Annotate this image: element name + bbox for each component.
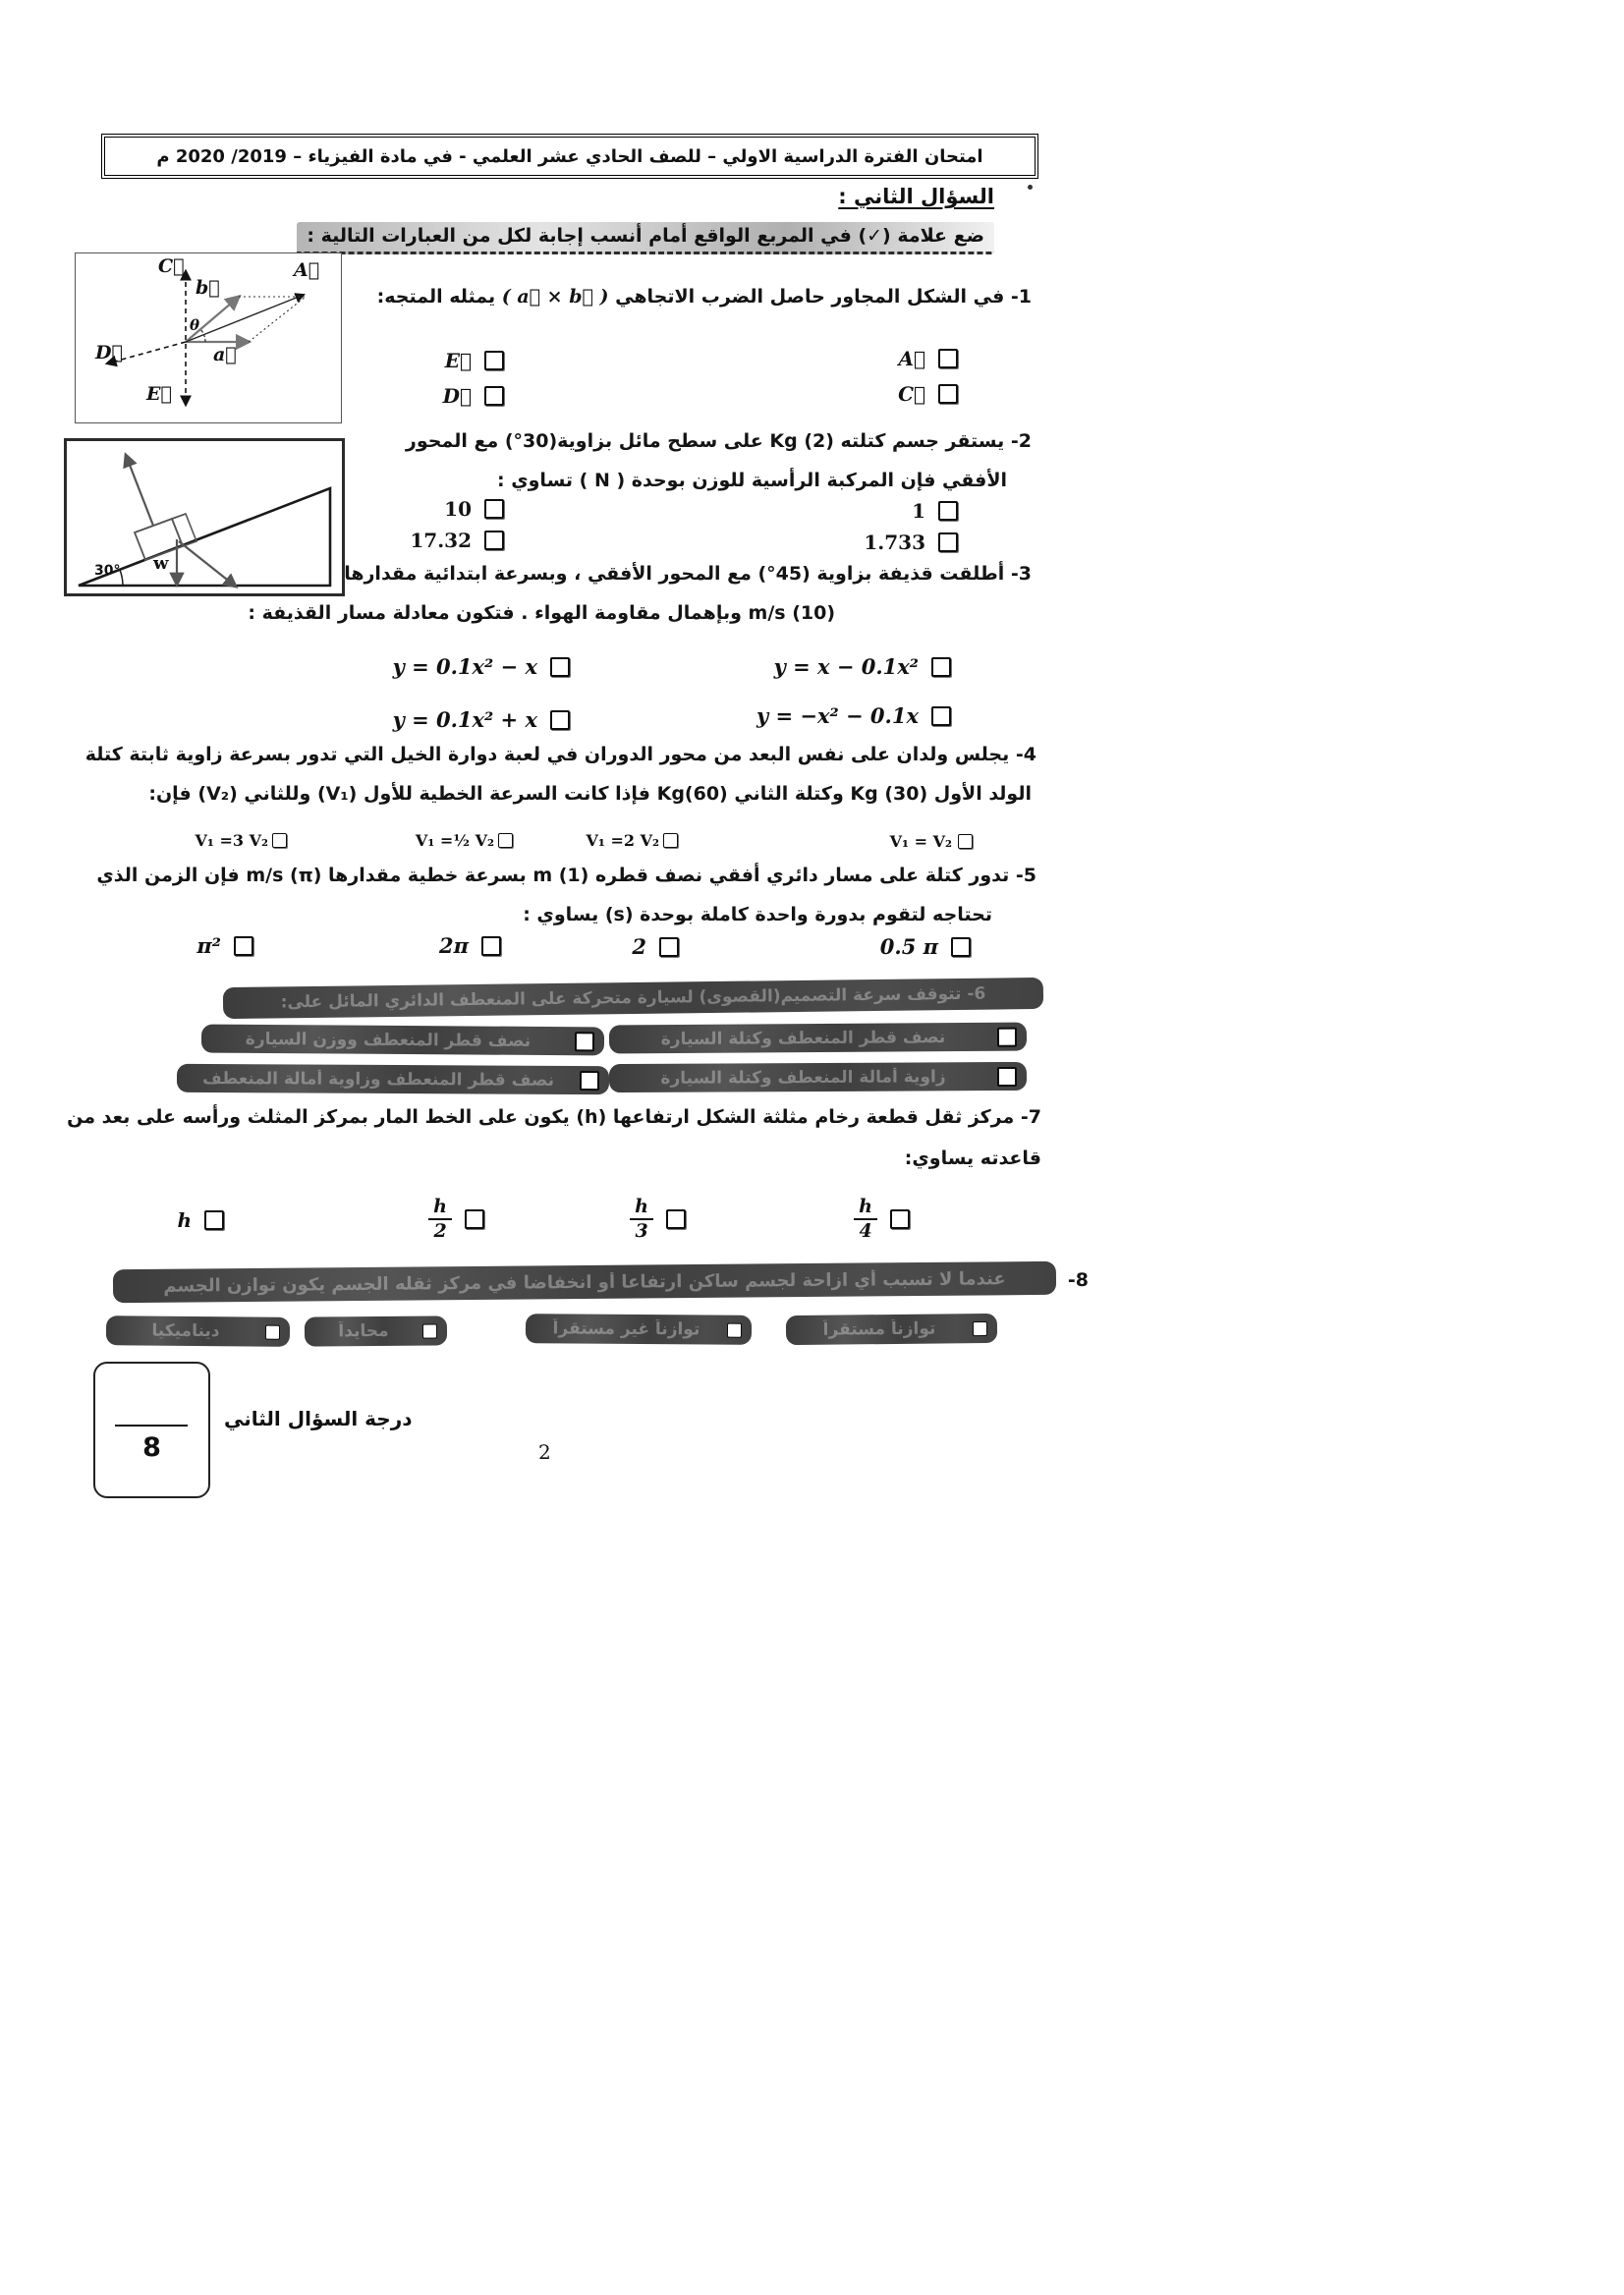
q8-option-2-redacted [526,1314,752,1345]
q3-option-3-label: y = 0.1x² − x [392,654,537,679]
q1-option-A-checkbox[interactable] [938,349,958,368]
incline-figure [64,438,345,596]
q1-option-A [898,347,958,370]
q5-option-2pi [439,933,501,958]
score-label: درجة السؤال الثاني [224,1407,413,1430]
q4-option-3v2 [195,831,287,850]
q3-option-2 [756,703,951,728]
q1-text-suffix: يمثله المتجه: [376,286,502,308]
q7-option-h2 [428,1197,484,1243]
score-value: 8 [142,1432,161,1463]
q6-option-4-redacted [177,1064,609,1094]
q8-option-4-label: ديناميكيا [151,1320,220,1342]
q6-option-3-checkbox[interactable] [997,1066,1017,1086]
vector-label-b: b⃗ [196,277,220,299]
q8-option-3-redacted [305,1315,447,1346]
q4-option-v2-label: V₁ = V₂ [889,832,952,851]
q3-option-1 [774,654,951,679]
q6-option-1-checkbox[interactable] [997,1027,1017,1046]
vector-figure [75,252,342,423]
q8-option-2-label: توازناً غير مستقراً [552,1318,700,1340]
q5-option-pisq-label: π² [196,933,221,958]
q6-option-4-label: نصف قطر المنعطف وزاوية أمالة المنعطف [201,1068,555,1091]
q7-option-h4-checkbox[interactable] [890,1209,910,1229]
q7-line2: قاعدته يساوي: [904,1148,1041,1169]
q2-line2: الأفقي فإن المركبة الرأسية للوزن بوحدة ( N ) تساوي : [497,470,1007,491]
q7-line1: 7- مركز ثقل قطعة رخام مثلثة الشكل ارتفاعها (h) يكون على الخط المار بمركز المثلث ورأسه على بعد من [67,1106,1041,1128]
q3-option-4-checkbox[interactable] [550,710,570,730]
q5-option-2-checkbox[interactable] [659,937,679,957]
score-box [93,1362,210,1498]
header-box [101,134,1038,179]
q1-option-D-checkbox[interactable] [484,386,504,406]
q4-option-2v2-label: V₁ =2 V₂ [586,831,659,850]
q6-option-2-checkbox[interactable] [575,1032,594,1051]
q5-option-05pi-checkbox[interactable] [951,937,971,957]
q4-option-v2-checkbox[interactable] [958,834,973,849]
q7-option-h3-checkbox[interactable] [666,1209,686,1229]
q6-option-4-checkbox[interactable] [580,1070,599,1090]
q5-option-05pi [880,934,971,959]
vector-label-theta: θ [190,316,200,334]
q2-line1: 2- يستقر جسم كتلته Kg (2) على سطح مائل بزاوية(30°) مع المحور [405,430,1032,452]
q1-option-E-label: E⃗ [444,349,472,372]
q7-option-h2-checkbox[interactable] [465,1209,484,1229]
incline-angle-label: 30° [94,563,121,579]
q2-option-10-label: 10 [444,497,472,521]
q2-option-1733 [864,531,958,554]
q5-option-pisq-checkbox[interactable] [234,936,253,956]
q4-option-v2 [890,832,973,851]
q5-option-2 [632,934,679,959]
q7-option-h4-den: 4 [854,1218,876,1243]
q8-title-redacted [113,1261,1056,1303]
vector-label-a: a⃗ [213,344,237,365]
q7-option-h4-num: h [859,1196,872,1217]
q8-title-text: عندما لا تسبب أي ازاحة لجسم ساكن ارتفاعا أو انخفاضا في مركز ثقله الجسم يكون توازن الجسم [163,1267,1006,1297]
q6-option-1-redacted [609,1023,1027,1054]
q8-option-1-checkbox[interactable] [973,1320,987,1335]
q2-option-1 [912,499,958,523]
q2-option-1-label: 1 [912,499,925,523]
q4-option-3v2-label: V₁ =3 V₂ [195,831,268,850]
q2-option-1733-label: 1.733 [864,531,925,554]
q2-option-1732-label: 17.32 [410,529,472,552]
q4-option-2v2-checkbox[interactable] [663,833,678,848]
q1-option-C [898,382,958,406]
q4-option-2v2 [586,831,678,850]
q8-option-3-checkbox[interactable] [422,1323,437,1338]
exam-title: امتحان الفترة الدراسية الاولي – للصف الحادي عشر العلمي - في مادة الفيزياء – 2019/ 2020 م [156,145,983,167]
q6-title-text: 6- تتوقف سرعة التصميم(القصوى) لسيارة متحركة على المنعطف الدائري المائل على: [280,983,986,1013]
q7-option-h2-num: h [433,1196,447,1217]
q1-text [377,286,1032,308]
q8-option-4-checkbox[interactable] [265,1324,280,1339]
q5-line2: تحتاجه لتقوم بدورة واحدة كاملة بوحدة (s) يساوي : [523,904,992,925]
q7-option-h3-label [630,1197,653,1243]
q7-option-h3-den: 3 [630,1218,652,1243]
q1-option-E-checkbox[interactable] [484,351,504,370]
q7-option-h3 [630,1197,686,1243]
q5-option-05pi-label: 0.5 π [879,934,938,959]
q1-option-C-label: C⃗ [898,382,925,406]
q1-option-E [445,349,504,372]
q5-line1: 5- تدور كتلة على مسار دائري أفقي نصف قطره m (1) بسرعة خطية مقدارها m/s (π) فإن الزمن الذي [96,865,1036,886]
q8-option-1-label: توازناً مستقراً [822,1318,936,1340]
q5-option-pisq [196,933,253,958]
q6-title-redacted [223,978,1043,1019]
q2-option-1-checkbox[interactable] [938,501,958,521]
q2-option-10-checkbox[interactable] [484,499,504,519]
q3-option-2-checkbox[interactable] [931,706,951,726]
q2-option-1732 [410,529,504,552]
q3-option-4 [393,707,570,732]
q6-option-3-redacted [609,1062,1027,1092]
q3-option-1-label: y = x − 0.1x² [773,654,919,679]
q7-option-h2-den: 2 [428,1218,451,1243]
q7-option-h2-label [428,1197,452,1243]
q1-text-prefix: 1- في الشكل المجاور حاصل الضرب الاتجاهي [608,286,1032,308]
vector-label-A: A⃗ [294,259,320,281]
q1-option-D-label: D⃗ [442,384,472,408]
q3-option-4-label: y = 0.1x² + x [392,707,537,732]
q8-option-2-checkbox[interactable] [727,1322,742,1337]
q7-option-h3-num: h [635,1196,648,1217]
q3-line2: m/s (10) وبإهمال مقاومة الهواء . فتكون معادلة مسار القذيفة : [248,602,835,624]
q3-option-3-checkbox[interactable] [550,657,570,677]
q6-option-3-label: زاوية أمالة المنعطف وكتلة السيارة [660,1066,946,1089]
q7-option-h-checkbox[interactable] [204,1210,224,1230]
q4-option-halfv2-checkbox[interactable] [498,833,513,848]
q2-option-1732-checkbox[interactable] [484,531,504,550]
q4-option-halfv2-label: V₁ =½ V₂ [415,831,494,850]
q7-option-h4-label [854,1197,877,1243]
q2-option-1733-checkbox[interactable] [938,532,958,552]
q8-option-1-redacted [786,1314,997,1345]
q6-option-2-label: نصف قطر المنعطف ووزن السيارة [245,1029,532,1051]
q5-option-2-label: 2 [632,934,646,959]
q7-option-h-label: h [177,1208,192,1232]
q7-option-h4 [854,1197,910,1243]
q1-math: ( a⃗ × b⃗ ) [501,286,609,308]
q3-option-2-label: y = −x² − 0.1x [756,703,919,728]
section-title: السؤال الثاني : [838,185,994,208]
q8-option-4-redacted [106,1315,290,1347]
scan-artifact-dot [1028,185,1033,190]
q5-option-2pi-checkbox[interactable] [481,936,501,956]
q7-option-h [177,1208,224,1232]
score-divider [115,1425,188,1427]
vector-label-D: D⃗ [95,342,123,364]
q3-line1: 3- أطلقت قذيفة بزاوية (45°) مع المحور الأفقي ، وبسرعة ابتدائية مقدارها [344,563,1032,585]
q1-option-D [443,384,504,408]
q6-option-2-redacted [201,1025,604,1056]
vector-label-E: E⃗ [146,383,172,405]
q8-number: 8- [1067,1269,1089,1291]
instruction-text: ضع علامة (✓) في المربع الواقع أمام أنسب إجابة لكل من العبارات التالية : [297,222,994,254]
vector-label-C: C⃗ [158,255,185,277]
q2-option-10 [444,497,504,521]
q6-option-1-label: نصف قطر المنعطف وكتلة السيارة [660,1027,946,1049]
q3-option-1-checkbox[interactable] [931,657,951,677]
page-number: 2 [538,1440,551,1464]
q3-option-3 [393,654,570,679]
q4-line1: 4- يجلس ولدان على نفس البعد من محور الدوران في لعبة دوارة الخيل التي تدور بسرعة زاوية ثابتة كتلة [84,744,1036,765]
q5-option-2pi-label: 2π [439,933,469,958]
q1-option-C-checkbox[interactable] [938,384,958,404]
q1-option-A-label: A⃗ [898,347,925,370]
weight-label: w [153,553,169,574]
q4-line2: الولد الأول Kg (30) وكتلة الثاني Kg(60) فإذا كانت السرعة الخطية للأول (V₁) وللثاني (V₂) فإن: [148,783,1032,805]
q8-option-3-label: محايداً [338,1320,389,1342]
q4-option-3v2-checkbox[interactable] [272,833,287,848]
q4-option-halfv2 [416,831,513,850]
